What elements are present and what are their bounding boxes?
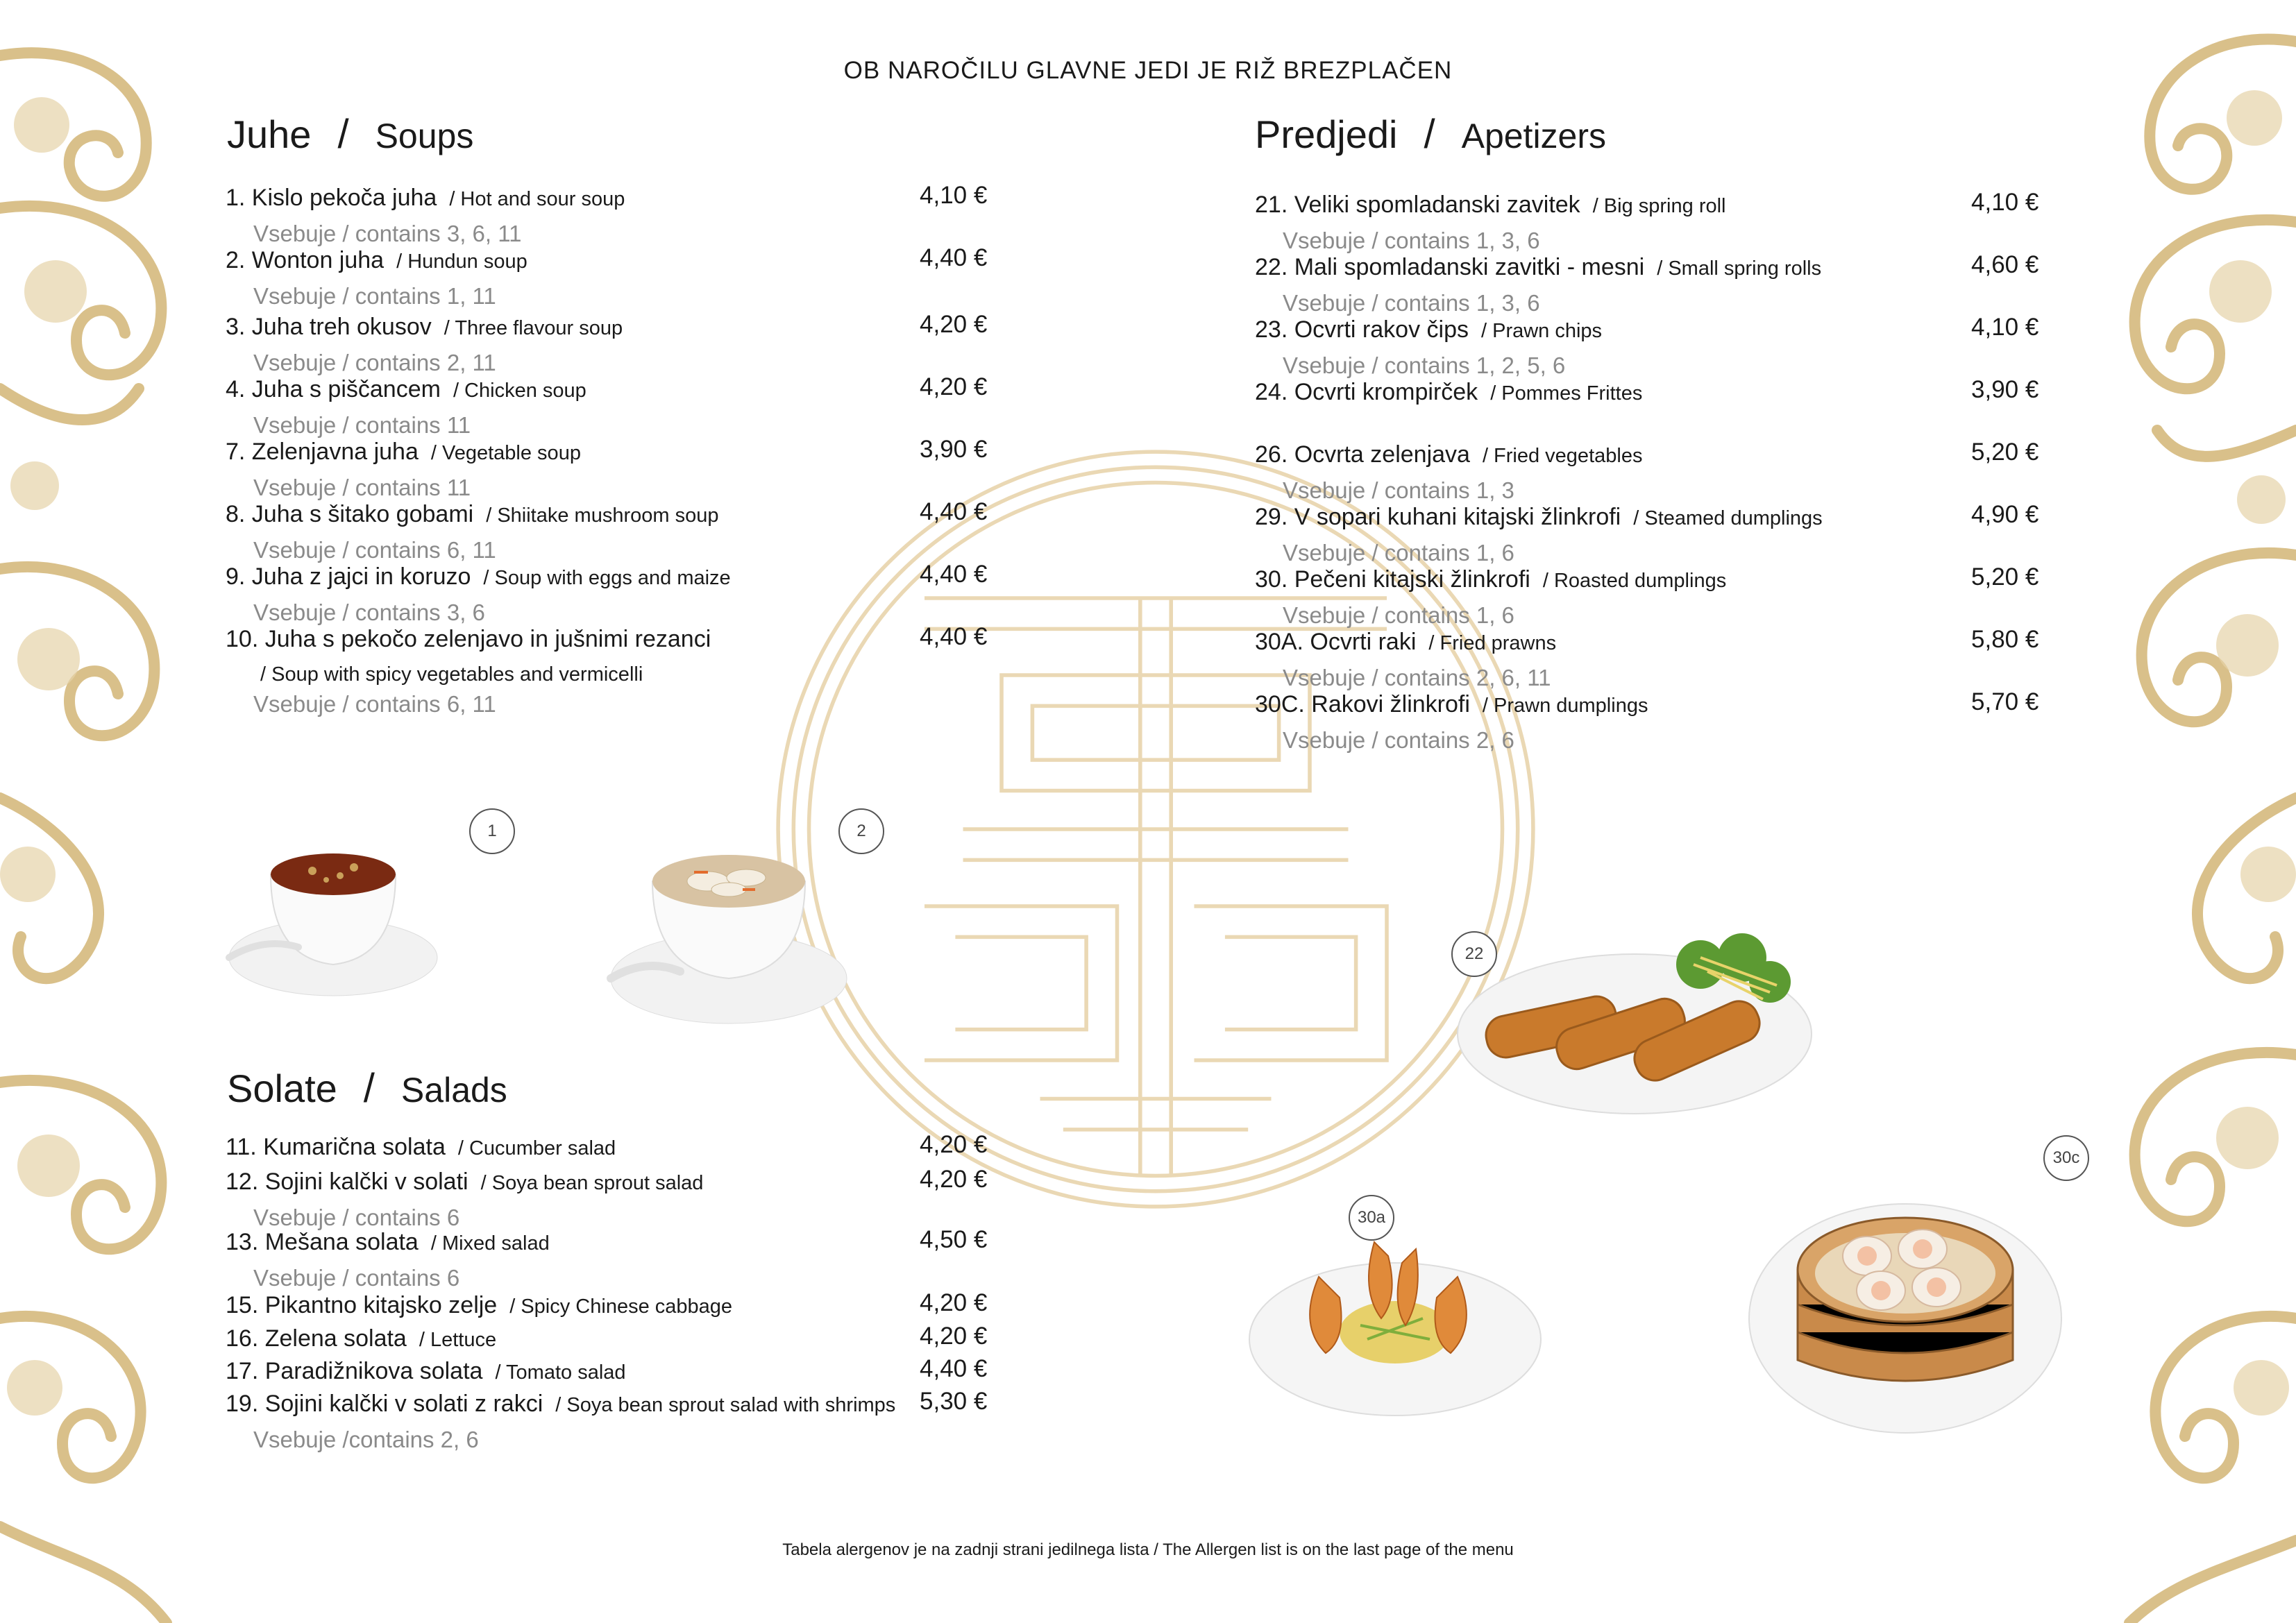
menu-item-price: 4,10 € [1971, 314, 2039, 341]
prawn-dumplings-photo [1742, 1152, 2068, 1443]
menu-item-line [226, 244, 1003, 281]
title-divider: / [337, 112, 349, 157]
menu-item-name: 24. Ocvrti krompirček [1255, 379, 1478, 405]
salads-title-en: Salads [400, 1071, 507, 1110]
menu-item [226, 1289, 1003, 1326]
menu-item-allergens: Vsebuje / contains 2, 6, 11 [1283, 665, 1551, 690]
menu-item-allergens: Vsebuje / contains 11 [253, 475, 471, 500]
menu-item-name: 19. Sojini kalčki v solati z rakci [226, 1391, 543, 1417]
menu-item-allergens: Vsebuje / contains 11 [253, 412, 471, 438]
fried-prawns-photo [1242, 1180, 1548, 1422]
menu-item-price: 4,40 € [920, 561, 988, 588]
menu-item-line [226, 1323, 1003, 1359]
menu-item-line [1255, 189, 2032, 226]
photo-badge-30c: 30c [2043, 1135, 2089, 1181]
title-divider: / [1424, 112, 1435, 157]
menu-item-price: 5,20 € [1971, 563, 2039, 590]
menu-item-price: 4,40 € [920, 244, 988, 271]
menu-item-name: 10. Juha s pekočo zelenjavo in jušnimi rezanci [226, 626, 711, 652]
menu-item-name: 4. Juha s piščancem [226, 376, 441, 402]
soups-title-en: Soups [375, 117, 474, 155]
photo-badge-22: 22 [1451, 931, 1497, 977]
menu-item-name: 7. Zelenjavna juha [226, 439, 419, 465]
menu-item-price: 5,80 € [1971, 626, 2039, 653]
menu-item [1255, 688, 2039, 756]
menu-item-name: 26. Ocvrta zelenjava [1255, 441, 1470, 468]
menu-item-english-name: / Tomato salad [495, 1361, 626, 1384]
menu-item-english-name: / Prawn chips [1480, 320, 1603, 342]
menu-item [1255, 314, 2039, 381]
photo-badge-2: 2 [838, 808, 884, 854]
menu-item-name: 8. Juha s šitako gobami [226, 501, 474, 527]
menu-item [226, 244, 1003, 312]
wonton-soup-photo [597, 805, 854, 1034]
menu-item-allergens: Vsebuje / contains 3, 6, 11 [253, 221, 522, 246]
menu-item-line [226, 182, 1003, 219]
menu-item-name: 13. Mešana solata [226, 1229, 419, 1255]
menu-item-line [226, 436, 1003, 473]
photo-badge-1: 1 [469, 808, 515, 854]
menu-item-line [226, 623, 1003, 660]
menu-item [226, 498, 1003, 566]
menu-item-price: 4,40 € [920, 1355, 988, 1382]
menu-item-price: 4,20 € [920, 1131, 988, 1158]
menu-item-line [226, 498, 1003, 535]
menu-item-allergens: Vsebuje / contains 1, 2, 5, 6 [1283, 352, 1566, 378]
menu-item-allergens: Vsebuje / contains 3, 6 [253, 600, 485, 625]
menu-item-english-name: / Hot and sour soup [449, 188, 625, 210]
menu-item-line [1255, 251, 2032, 288]
menu-item-price: 4,60 € [1971, 251, 2039, 278]
menu-item-allergens: Vsebuje / contains 2, 6 [1283, 727, 1514, 753]
menu-item-line [1255, 688, 2032, 725]
menu-item-price: 4,20 € [920, 311, 988, 338]
menu-item-english-name: / Shiitake mushroom soup [486, 504, 719, 527]
menu-item-english-name: / Chicken soup [453, 380, 586, 402]
menu-item-name: 16. Zelena solata [226, 1325, 407, 1352]
appetizers-title [1255, 111, 1606, 158]
menu-item-english-name: / Roasted dumplings [1542, 570, 1727, 592]
menu-item [1255, 376, 2039, 413]
menu-item-english-name: / Cucumber salad [457, 1137, 616, 1159]
menu-item-english-name: / Three flavour soup [444, 317, 623, 339]
menu-item-price: 4,10 € [1971, 189, 2039, 216]
menu-item-english-name: / Spicy Chinese cabbage [509, 1295, 733, 1318]
menu-item-price: 4,20 € [920, 1323, 988, 1350]
menu-item [226, 1323, 1003, 1359]
menu-item-allergens: Vsebuje / contains 6, 11 [253, 691, 496, 717]
menu-item-allergens: Vsebuje / contains 1, 3 [1283, 477, 1514, 503]
menu-item-name: 9. Juha z jajci in koruzo [226, 563, 471, 590]
photo-badge-30a: 30a [1349, 1195, 1394, 1241]
appetizers-title-en: Apetizers [1461, 117, 1607, 155]
menu-item [226, 1355, 1003, 1392]
menu-item-name: 12. Sojini kalčki v solati [226, 1169, 469, 1195]
menu-item [226, 623, 1003, 720]
menu-item-name: 29. V sopari kuhani kitajski žlinkrofi [1255, 504, 1621, 530]
menu-item-line [226, 1166, 1003, 1203]
menu-item [1255, 439, 2039, 506]
menu-item-allergens: Vsebuje / contains 1, 3, 6 [1283, 228, 1540, 253]
menu-item-name: 30. Pečeni kitajski žlinkrofi [1255, 566, 1530, 593]
menu-item-english-name: / Lettuce [419, 1329, 497, 1351]
menu-item-name: 30C. Rakovi žlinkrofi [1255, 691, 1470, 717]
menu-item-english-name: / Soya bean sprout salad [480, 1172, 704, 1194]
menu-item-line [1255, 439, 2032, 475]
menu-item-english-name: / Hundun soup [396, 250, 527, 273]
menu-item-allergens: Vsebuje / contains 1, 11 [253, 283, 496, 309]
soups-title [227, 111, 473, 158]
spring-rolls-photo [1451, 916, 1818, 1124]
hot-sour-soup-photo [222, 798, 444, 1006]
menu-item-english-name: / Fried vegetables [1482, 445, 1643, 467]
menu-item-line [226, 1289, 1003, 1326]
menu-item-price: 3,90 € [920, 436, 988, 463]
menu-item-name: 2. Wonton juha [226, 247, 385, 273]
right-cloud-ornament [2067, 0, 2296, 1623]
menu-item [1255, 189, 2039, 256]
menu-item-english-name: / Fried prawns [1428, 632, 1557, 654]
menu-item [226, 311, 1003, 378]
menu-item [226, 1388, 1003, 1455]
menu-item-english-name: / Steamed dumplings [1633, 507, 1823, 529]
menu-item-price: 4,20 € [920, 1166, 988, 1193]
menu-item-price: 4,20 € [920, 1289, 988, 1316]
menu-item-english-name: / Soya bean sprout salad with shrimps [555, 1394, 896, 1416]
menu-item-allergens: Vsebuje / contains 6 [253, 1265, 460, 1291]
menu-item-price: 4,10 € [920, 182, 988, 209]
menu-item-line [1255, 626, 2032, 663]
menu-item-line [226, 1388, 1003, 1425]
menu-item [226, 1131, 1003, 1168]
menu-item-line [226, 311, 1003, 348]
menu-item-line [1255, 314, 2032, 350]
menu-item-english-subline: / Soup with spicy vegetables and vermicelli [260, 663, 643, 686]
menu-item-price: 3,90 € [1971, 376, 2039, 403]
allergen-footer-note: Tabela alergenov je na zadnji strani jedilnega lista / The Allergen list is on the last page of the menu [782, 1540, 1514, 1559]
menu-item-english-name: / Prawn dumplings [1482, 695, 1648, 717]
menu-item-name: 21. Veliki spomladanski zavitek [1255, 192, 1580, 218]
menu-item-name: 30A. Ocvrti raki [1255, 629, 1417, 655]
menu-item-price: 4,20 € [920, 373, 988, 400]
menu-item-allergens: Vsebuje / contains 1, 3, 6 [1283, 290, 1540, 316]
menu-item-price: 5,30 € [920, 1388, 988, 1415]
menu-item-allergens: Vsebuje / contains 6 [253, 1205, 460, 1230]
menu-item [1255, 563, 2039, 631]
left-cloud-ornament [0, 0, 229, 1623]
title-divider: / [363, 1066, 375, 1111]
menu-item-line [226, 1226, 1003, 1263]
menu-item-line [1255, 376, 2032, 413]
menu-item [226, 1226, 1003, 1293]
menu-item [1255, 626, 2039, 693]
menu-item [1255, 501, 2039, 568]
menu-item-price: 4,90 € [1971, 501, 2039, 528]
menu-item-name: 15. Pikantno kitajsko zelje [226, 1292, 498, 1318]
menu-item-line [1255, 501, 2032, 538]
menu-item [226, 1166, 1003, 1233]
menu-item-name: 23. Ocvrti rakov čips [1255, 316, 1469, 343]
menu-item-line [226, 373, 1003, 410]
menu-item-allergens: Vsebuje / contains 1, 6 [1283, 602, 1514, 628]
menu-item-price: 4,40 € [920, 623, 988, 650]
menu-item-english-name: / Mixed salad [430, 1232, 550, 1255]
menu-item-line [226, 1131, 1003, 1168]
salads-title-si: Solate [227, 1067, 337, 1110]
menu-item-name: 3. Juha treh okusov [226, 314, 432, 340]
rice-notice: OB NAROČILU GLAVNE JEDI JE RIŽ BREZPLAČEN [843, 57, 1453, 84]
menu-item-line [1255, 563, 2032, 600]
menu-item-allergens: Vsebuje / contains 1, 6 [1283, 540, 1514, 566]
menu-item-english-name: / Soup with eggs and maize [483, 567, 731, 589]
menu-item-price: 5,70 € [1971, 688, 2039, 715]
soups-title-si: Juhe [227, 112, 312, 156]
menu-item-name: 1. Kislo pekoča juha [226, 185, 437, 211]
menu-item-allergens: Vsebuje / contains 2, 11 [253, 350, 496, 375]
menu-item [226, 436, 1003, 503]
salads-title [227, 1065, 507, 1112]
menu-item-price: 5,20 € [1971, 439, 2039, 466]
menu-item-name: 17. Paradižnikova solata [226, 1358, 483, 1384]
menu-item [226, 182, 1003, 249]
menu-item-line [226, 1355, 1003, 1392]
menu-item-name: 22. Mali spomladanski zavitki - mesni [1255, 254, 1645, 280]
menu-item [226, 561, 1003, 628]
menu-item [1255, 251, 2039, 318]
menu-item-line [226, 561, 1003, 597]
menu-item-english-name: / Big spring roll [1592, 195, 1726, 217]
menu-item-price: 4,50 € [920, 1226, 988, 1253]
menu-item-allergens: Vsebuje /contains 2, 6 [253, 1427, 479, 1452]
menu-item-english-name: / Vegetable soup [430, 442, 581, 464]
menu-item [226, 373, 1003, 441]
menu-item-english-name: / Pommes Frittes [1490, 382, 1643, 405]
menu-item-allergens: Vsebuje / contains 6, 11 [253, 537, 496, 563]
menu-item-price: 4,40 € [920, 498, 988, 525]
appetizers-title-si: Predjedi [1255, 112, 1398, 156]
menu-item-english-name: / Small spring rolls [1657, 257, 1822, 280]
menu-item-name: 11. Kumarična solata [226, 1134, 446, 1160]
